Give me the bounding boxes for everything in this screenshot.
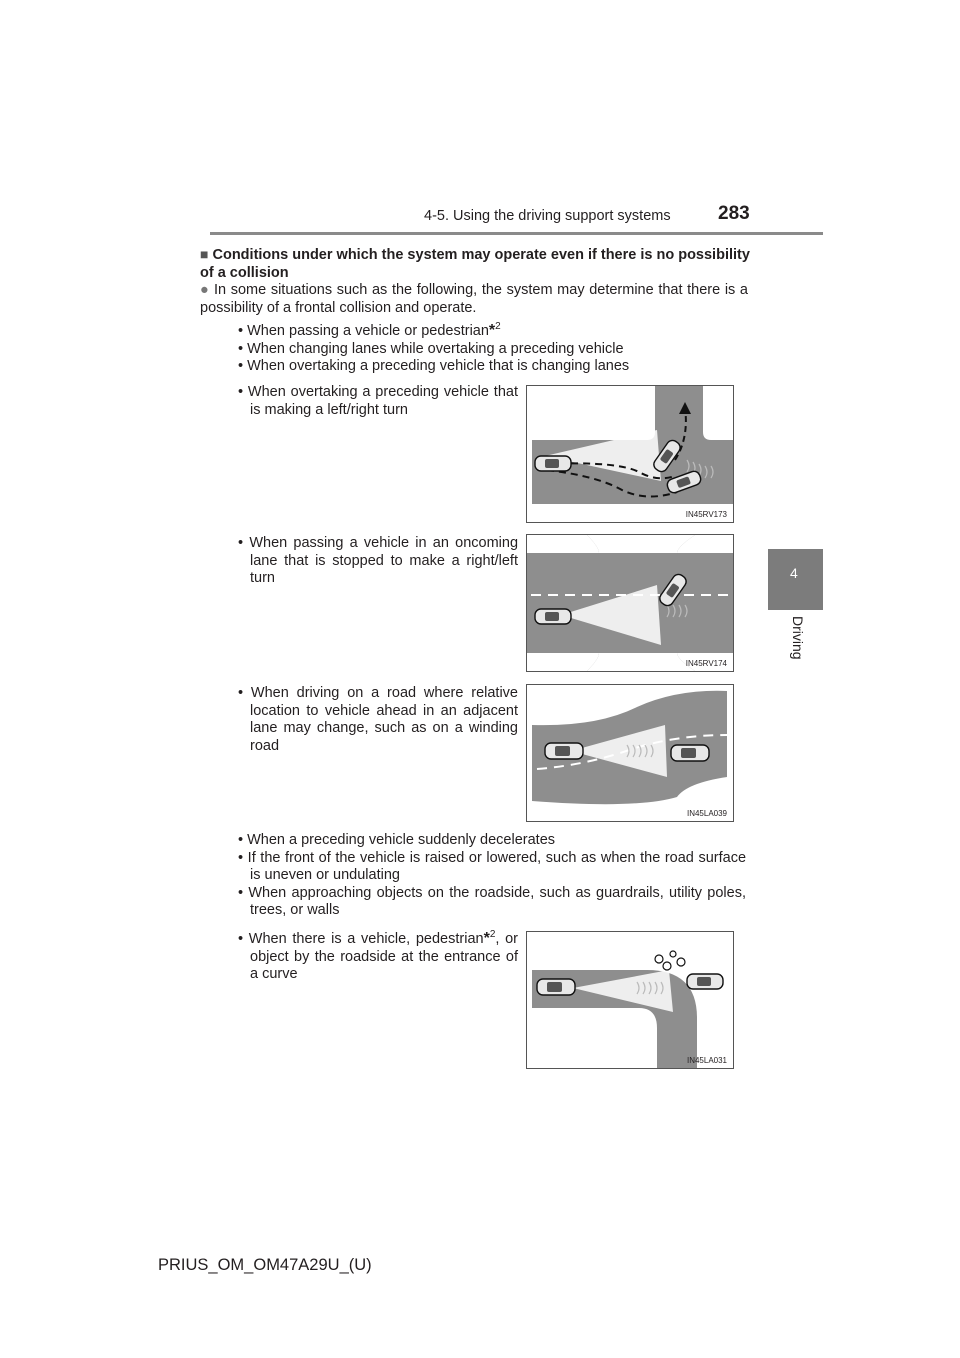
list-item: • When overtaking a preceding vehicle that is making a left/right turn bbox=[238, 384, 518, 418]
list-item: • When driving on a road where relative location to vehicle ahead in an adjacent lane may change, such as on a winding road bbox=[238, 685, 518, 754]
figure-oncoming-turn bbox=[526, 534, 734, 672]
list-item: • When there is a vehicle, pedestrian*$^2$, or object by the roadside at the entrance of a curve bbox=[238, 929, 519, 982]
list-item: • When passing a vehicle in an oncoming lane that is stopped to make a right/left turn bbox=[238, 535, 519, 586]
list-item: • When overtaking a preceding vehicle that is changing lanes bbox=[238, 358, 630, 374]
chapter-label: Driving bbox=[790, 616, 806, 660]
list-item: • When a preceding vehicle suddenly decelerates bbox=[238, 832, 556, 848]
list-item: • When passing a vehicle or pedestrian*$^2$ bbox=[238, 321, 501, 339]
figure-code: IN45LA031 bbox=[686, 1056, 727, 1065]
intro-paragraph bbox=[200, 282, 748, 317]
figure-code: IN45LA039 bbox=[686, 809, 727, 818]
circle-bullet-icon: ● bbox=[200, 282, 210, 298]
header-rule bbox=[210, 232, 823, 235]
list-item: • When changing lanes while overtaking a preceding vehicle bbox=[238, 340, 624, 357]
figure-code: IN45RV174 bbox=[685, 659, 727, 668]
condition-list-top bbox=[238, 322, 758, 376]
section-title: 4-5. Using the driving support systems bbox=[424, 208, 671, 224]
heading-text: Conditions under which the system may operate even if there is no possibility of a collision bbox=[200, 247, 750, 281]
condition-list-middle bbox=[238, 832, 746, 920]
figure-code: IN45RV173 bbox=[685, 510, 727, 519]
intro-text: In some situations such as the following, the system may determine that there is a possibility of a frontal collision and operate. bbox=[200, 282, 748, 316]
list-item: • If the front of the vehicle is raised or lowered, such as when the road surface is uneven or undulating bbox=[238, 849, 747, 883]
section-heading bbox=[200, 246, 756, 282]
chapter-number: 4 bbox=[790, 565, 798, 581]
figure-overtaking-turn bbox=[526, 385, 734, 523]
figure-winding-road bbox=[526, 684, 734, 822]
page-number: 283 bbox=[718, 203, 750, 224]
figure-curve-entrance bbox=[526, 931, 734, 1069]
square-bullet-icon: ■ bbox=[200, 246, 209, 262]
footer-document-code: PRIUS_OM_OM47A29U_(U) bbox=[158, 1256, 372, 1274]
list-item: • When approaching objects on the roadside, such as guardrails, utility poles, trees, or walls bbox=[238, 884, 747, 918]
